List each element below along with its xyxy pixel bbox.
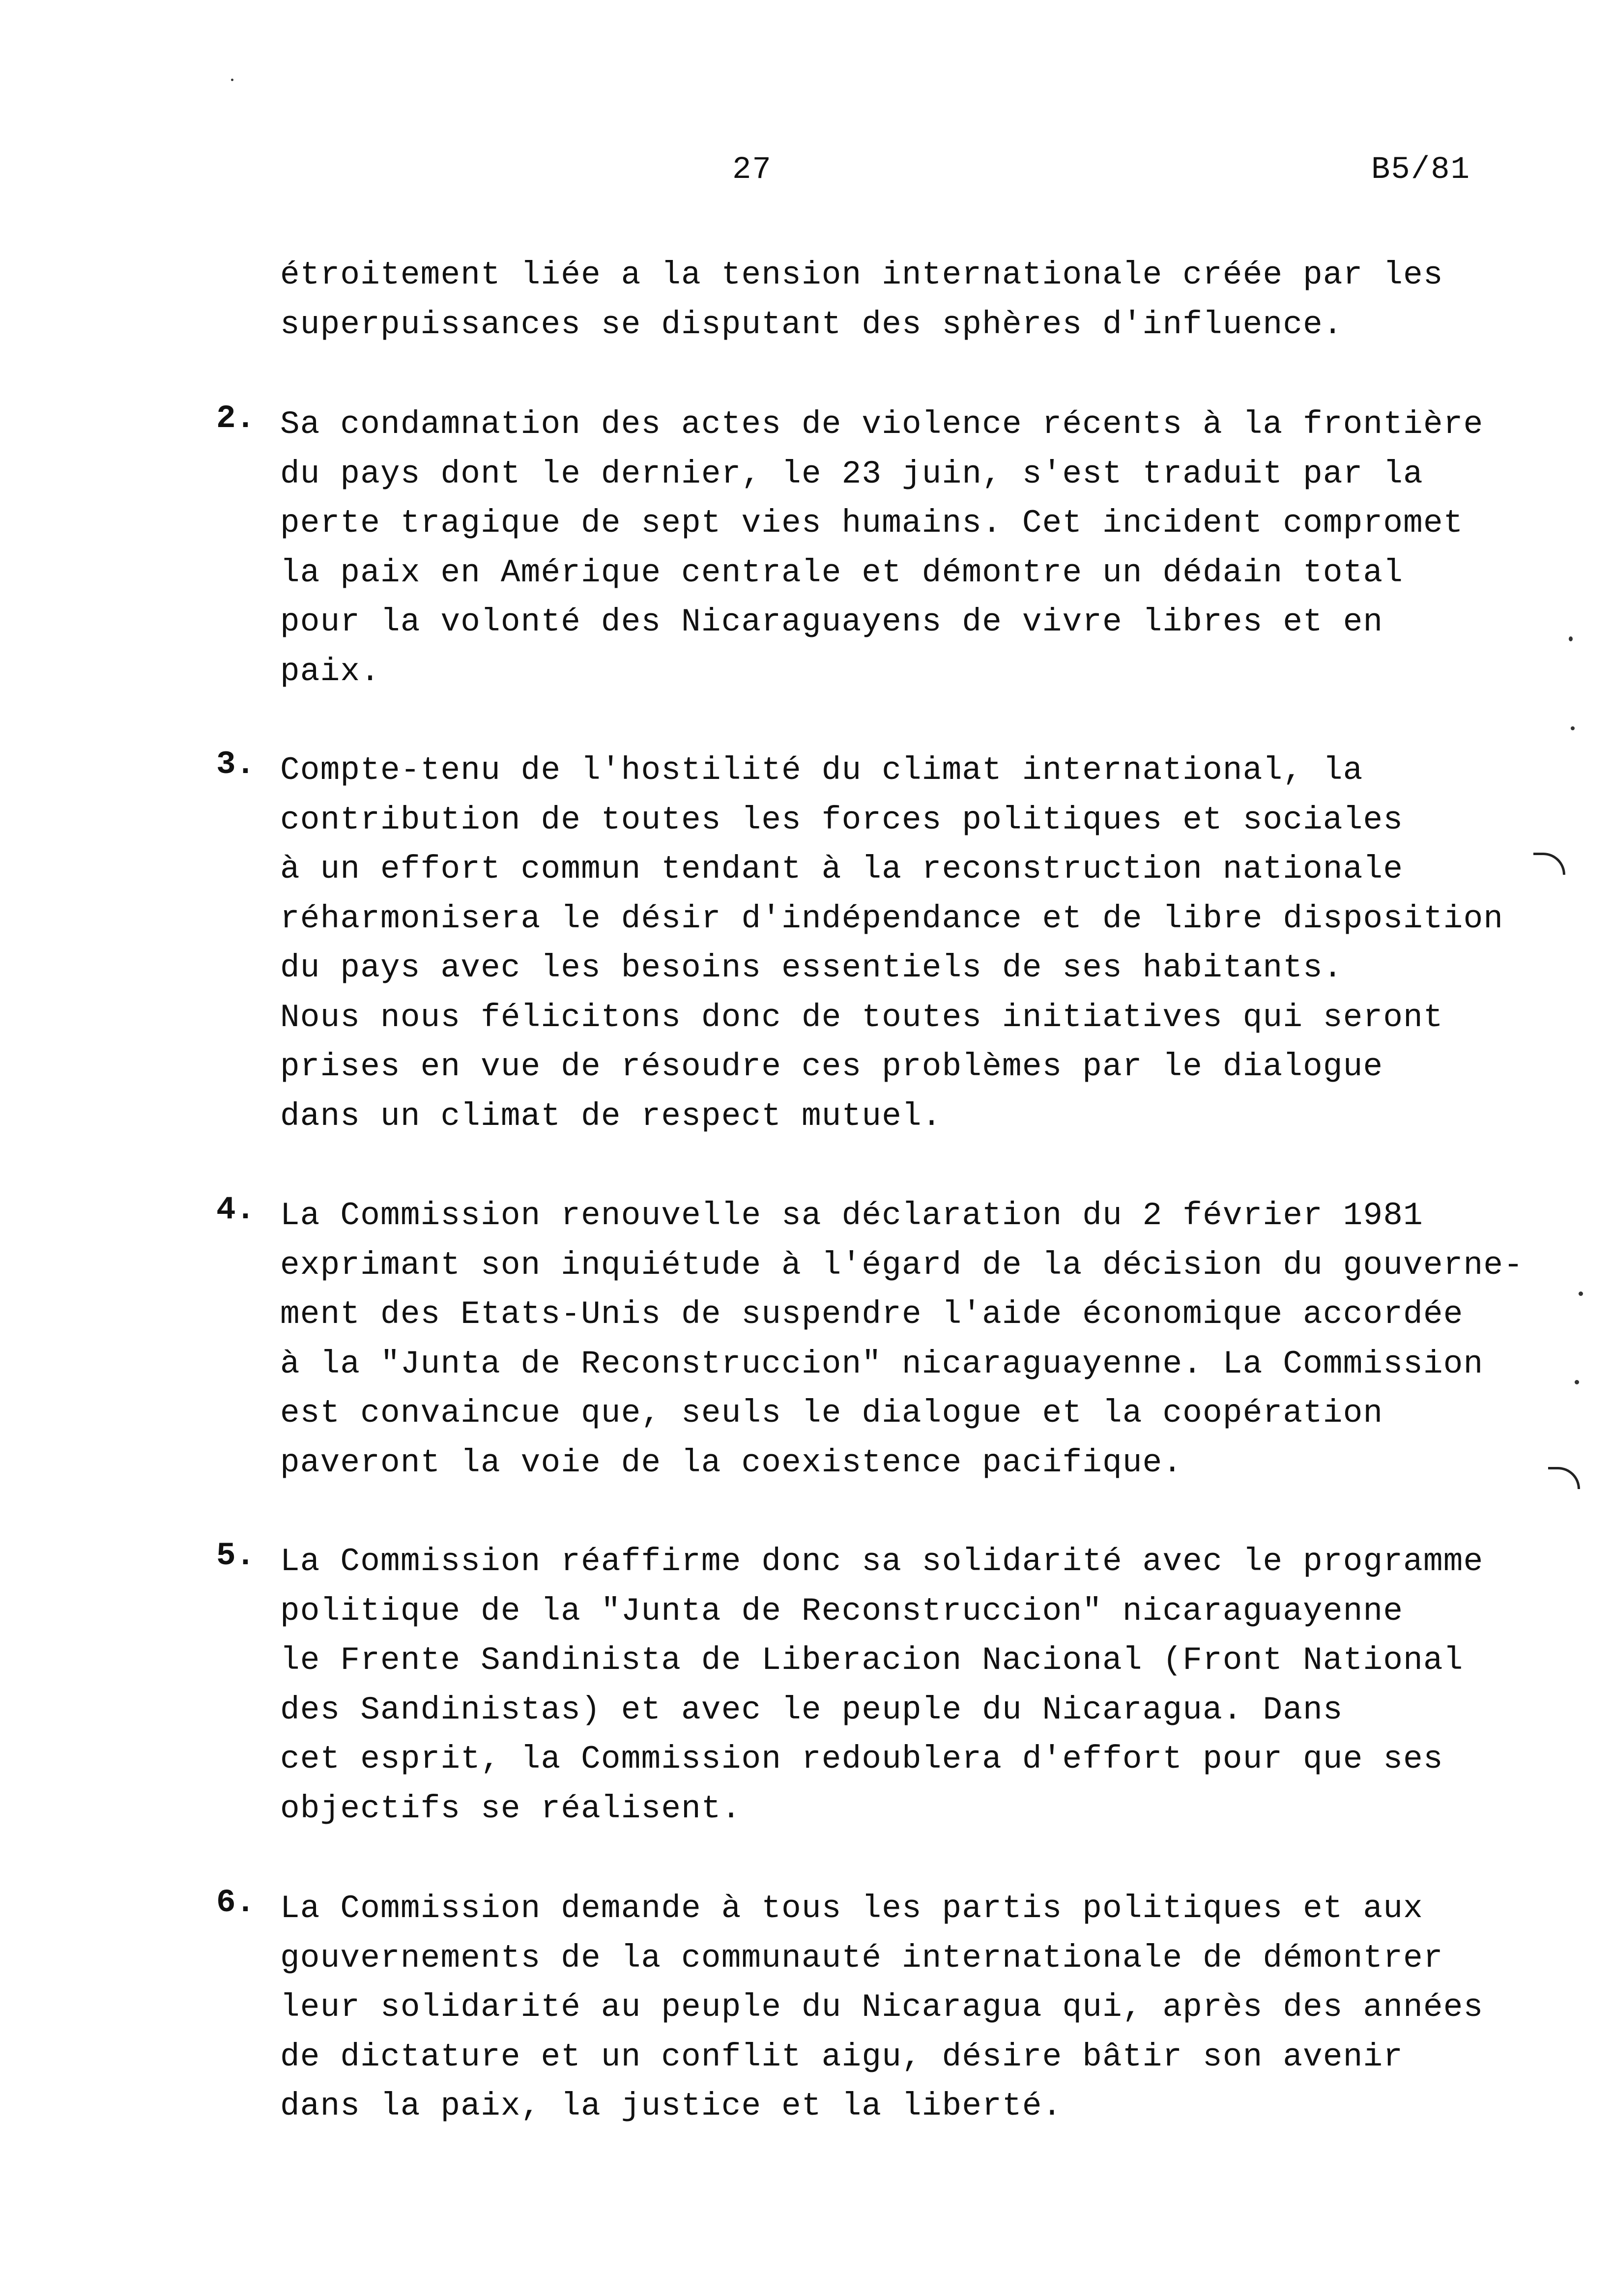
text-line: contribution de toutes les forces politiques et sociales xyxy=(280,801,1404,838)
text-line: exprimant son inquiétude à l'égard de la décision du gouverne- xyxy=(280,1246,1524,1284)
scan-speck xyxy=(1575,1380,1579,1384)
binding-mark xyxy=(1533,853,1565,875)
text-line: paveront la voie de la coexistence pacifique. xyxy=(280,1444,1183,1481)
paragraph-6 xyxy=(216,1884,1538,2131)
text-line: paix. xyxy=(280,653,381,690)
paragraph-number: 3. xyxy=(216,746,256,783)
text-line: dans un climat de respect mutuel. xyxy=(280,1097,942,1135)
scan-speck xyxy=(1571,726,1575,730)
text-line: leur solidarité au peuple du Nicaragua qui, après des années xyxy=(280,1989,1484,2026)
text-line: La Commission réaffirme donc sa solidarité avec le programme xyxy=(280,1543,1484,1580)
text-line: du pays avec les besoins essentiels de ses habitants. xyxy=(280,949,1343,986)
text-line: réharmonisera le désir d'indépendance et de libre disposition xyxy=(280,900,1504,937)
text-line: gouvernements de la communauté internationale de démontrer xyxy=(280,1939,1443,1977)
text-line: la paix en Amérique centrale et démontre un dédain total xyxy=(280,554,1404,591)
paragraph-3 xyxy=(216,746,1538,1141)
text-line: le Frente Sandinista de Liberacion Nacional (Front National xyxy=(280,1642,1464,1679)
text-line: superpuissances se disputant des sphères d'influence. xyxy=(280,306,1343,343)
text-line: politique de la "Junta de Reconstruccion" nicaraguayenne xyxy=(280,1592,1404,1630)
text-line: étroitement liée a la tension internationale créée par les xyxy=(280,257,1443,293)
paragraph-number: 2. xyxy=(216,400,256,437)
text-line: La Commission demande à tous les partis politiques et aux xyxy=(280,1890,1423,1927)
text-line: perte tragique de sept vies humains. Cet incident compromet xyxy=(280,505,1464,542)
text-line: de dictature et un conflit aigu, désire bâtir son avenir xyxy=(280,2038,1404,2075)
text-line: est convaincue que, seuls le dialogue et la coopération xyxy=(280,1395,1383,1432)
scan-speck xyxy=(1579,1292,1583,1296)
text-line: des Sandinistas) et avec le peuple du Nicaragua. Dans xyxy=(280,1691,1343,1728)
paragraph-4 xyxy=(216,1191,1538,1488)
text-line: prises en vue de résoudre ces problèmes par le dialogue xyxy=(280,1048,1383,1085)
text-line: à un effort commun tendant à la reconstruction nationale xyxy=(280,851,1404,888)
text-line: Nous nous félicitons donc de toutes initiatives qui seront xyxy=(280,999,1443,1036)
text-line: objectifs se réalisent. xyxy=(280,1790,742,1827)
text-line: La Commission renouvelle sa déclaration du 2 février 1981 xyxy=(280,1197,1423,1234)
text-line: ment des Etats-Unis de suspendre l'aide économique accordée xyxy=(280,1296,1464,1333)
page-number: 27 xyxy=(732,152,772,188)
text-line: Compte-tenu de l'hostilité du climat international, la xyxy=(280,752,1363,789)
text-line: à la "Junta de Reconstruccion" nicaraguayenne. La Commission xyxy=(280,1345,1484,1382)
text-line: cet esprit, la Commission redoublera d'effort pour que ses xyxy=(280,1741,1443,1778)
paragraph-number: 5. xyxy=(216,1537,256,1574)
paragraph-2 xyxy=(216,400,1538,696)
text-line: Sa condamnation des actes de violence récents à la frontière xyxy=(280,406,1484,443)
scan-speck xyxy=(1569,636,1573,641)
scan-speck xyxy=(231,79,233,81)
paragraph-5 xyxy=(216,1537,1538,1834)
text-line: pour la volonté des Nicaraguayens de vivre libres et en xyxy=(280,603,1383,640)
document-reference: B5/81 xyxy=(1371,152,1471,188)
intro-paragraph xyxy=(280,251,1538,349)
paragraph-number: 4. xyxy=(216,1191,256,1228)
text-line: dans la paix, la justice et la liberté. xyxy=(280,2088,1063,2124)
text-line: du pays dont le dernier, le 23 juin, s'est traduit par la xyxy=(280,455,1423,492)
binding-mark xyxy=(1548,1467,1580,1489)
paragraph-number: 6. xyxy=(216,1884,256,1921)
